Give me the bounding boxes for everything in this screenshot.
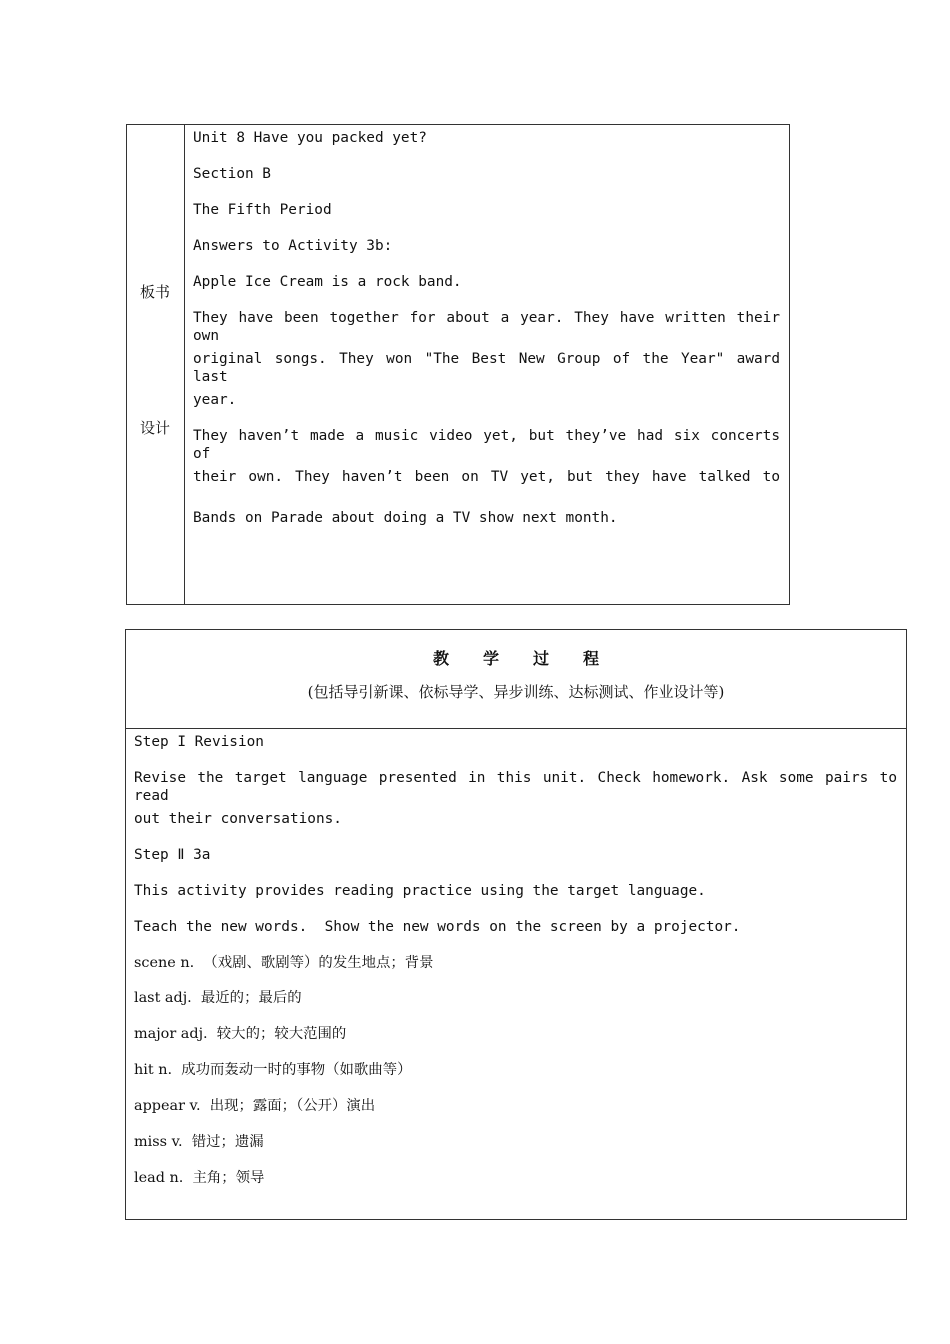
board-line-answer: their own. They haven’t been on TV yet, but they have talked to — [193, 469, 780, 485]
board-design-label-top: 板书 — [140, 283, 171, 301]
process-line: Revise the target language presented in this unit. Check homework. Ask some pairs to read — [134, 770, 897, 804]
board-line-section: Section B — [193, 166, 271, 182]
board-line-answer: original songs. They won "The Best New Group of the Year" award last — [193, 351, 780, 385]
process-line: out their conversations. — [134, 811, 342, 827]
teaching-process-subtitle: (包括导引新课、依标导学、异步训练、达标测试、作业设计等) — [307, 683, 725, 701]
board-design-column-divider — [184, 124, 185, 605]
board-line-period: The Fifth Period — [193, 202, 332, 218]
vocab-item: scene n. （戏剧、歌剧等）的发生地点；背景 — [134, 955, 434, 971]
board-line-answer: Apple Ice Cream is a rock band. — [193, 274, 462, 290]
vocab-item: major adj. 较大的；较大范围的 — [134, 1026, 347, 1042]
process-line: Teach the new words. Show the new words on the screen by a projector. — [134, 919, 741, 935]
teaching-process-header-divider — [125, 728, 907, 729]
board-line-answer: They have been together for about a year. They have written their own — [193, 310, 780, 344]
process-line: This activity provides reading practice using the target language. — [134, 883, 706, 899]
vocab-item: hit n. 成功而轰动一时的事物（如歌曲等） — [134, 1062, 412, 1078]
process-line-step-2: Step Ⅱ 3a — [134, 847, 211, 863]
vocab-item: appear v. 出现；露面；（公开）演出 — [134, 1098, 376, 1114]
vocab-item: last adj. 最近的；最后的 — [134, 990, 302, 1006]
vocab-item: lead n. 主角；领导 — [134, 1170, 265, 1186]
board-line-answers-heading: Answers to Activity 3b: — [193, 238, 393, 254]
board-line-answer: year. — [193, 392, 237, 408]
teaching-process-title-char: 教 — [433, 649, 450, 668]
board-design-label-bottom: 设计 — [140, 419, 171, 437]
process-line-step-1: Step I Revision — [134, 734, 264, 750]
board-line-unit-title: Unit 8 Have you packed yet? — [193, 130, 427, 146]
teaching-process-title-char: 过 — [533, 649, 550, 668]
teaching-process-title-char: 程 — [583, 649, 600, 668]
board-line-answer: They haven’t made a music video yet, but they’ve had six concerts of — [193, 428, 780, 462]
vocab-item: miss v. 错过；遗漏 — [134, 1134, 264, 1150]
teaching-process-title-char: 学 — [483, 649, 500, 668]
board-line-answer: Bands on Parade about doing a TV show next month. — [193, 510, 618, 526]
